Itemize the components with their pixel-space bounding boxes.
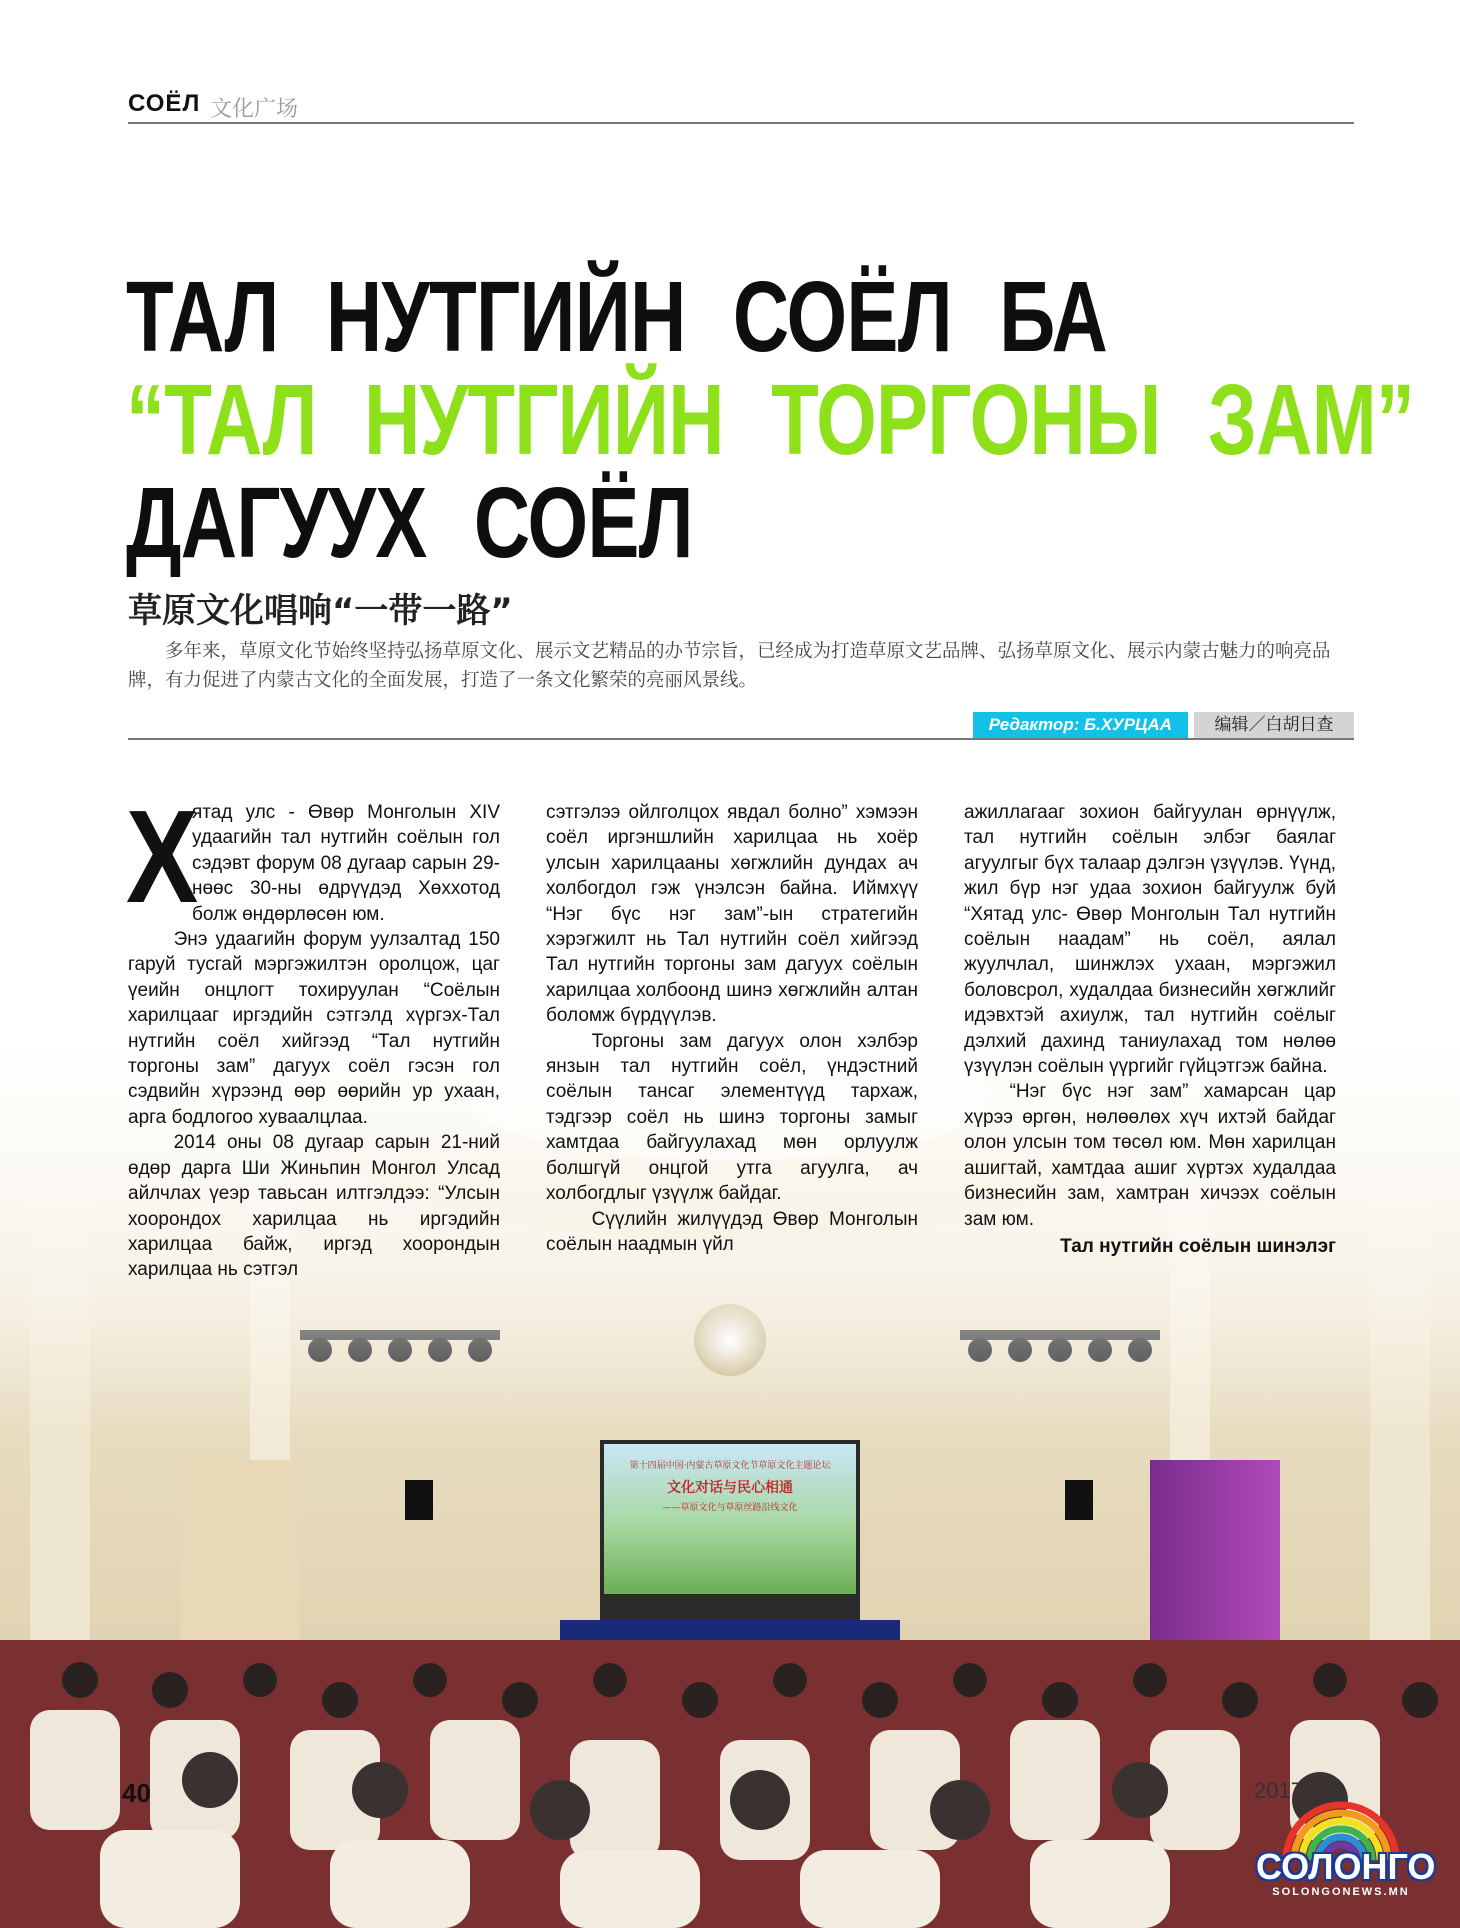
paragraph: сэтгэлээ ойлголцох явдал болно” хэмээн соёл иргэншлийн харилцаа нь хоёр улсын харилцааны хөгжлийн дундах ач холбогдол гэж үнэлсэн байна. Иймхүү “Нэг бүс нэг зам”-ын стратегийн хэрэгжилт нь Тал нутгийн соёл хийгээд Тал нутгийн торгоны зам дагуух соёлын харилцаа холбоонд шинэ хөгжлийн алтан боломж бүрдүүлэв.: [546, 802, 918, 1027]
headline-line-3: ДАГУУХ СОЁЛ: [126, 467, 693, 579]
paragraph: ятад улс - Өвөр Монголын XIV удаагийн тал нутгийн соёлын гол сэдэвт форум 08 дугаар сарын 29-нөөс 30-ны өдрүүдэд Хөххотод болж өндөрлөсөн юм.: [192, 802, 500, 925]
logo-url: SOLONGONEWS.MN: [1272, 1886, 1410, 1898]
editor-credit-mn: Редактор: Б.ХУРЦАА: [973, 712, 1188, 738]
page-number: 40: [122, 1778, 151, 1808]
paragraph: Торгоны зам дагуух олон хэлбэр янзын тал нутгийн соёл, үндэстний соёлын тансаг элементүүд тархаж, тэдгээр соёл нь шинэ торгоны замыг хамтдаа байгуулахад мөн орлуулж болшгүй онцгой утга агуулга, ач холбогдлыг үзүүлж байдаг.: [546, 1030, 918, 1205]
paragraph: Энэ удаагийн форум уулзалтад 150 гаруй тусгай мэргэжилтэн оролцож, цаг үеийн онцлогт тохируулан “Соёлын харилцааг иргэдийн сэтгэлд хүргэх-Тал нутгийн соёл хийгээд “Тал нутгийн торгоны зам” дагуух соёл гэсэн гол сэдвийн хүрээнд өөр өөрийн ур ухаан, арга бодлогоо хуваалцлаа.: [128, 929, 500, 1128]
solongo-logo: [1256, 1782, 1436, 1902]
paragraph: “Нэг бүс нэг зам” хамарсан цар хүрээ өргөн, нөлөөлөх хүч ихтэй байдаг олон улсын том төсөл юм. Мөн харилцан ашигтай, хамтдаа ашиг хүртэх худалдаа бизнесийн зам, хамтран хичээх соёлын зам юм.: [964, 1081, 1336, 1230]
paragraph: Сүүлийн жилүүдэд Өвөр Монголын соёлын наадмын үйл: [546, 1208, 918, 1255]
logo-wordmark: СОЛОНГО: [1256, 1846, 1436, 1887]
paragraph: ажиллагааг зохион байгуулан өрнүүлж, тал нутгийн соёлын элбэг баялаг агуулгыг бүх талаар дэлгэн үзүүлэв. Үүнд, жил бүр нэг удаа зохион байгуулж буй “Хятад улс- Өвөр Монголын Тал нутгийн соёлын наадам” нь соёл, аялал жуулчлал, шинжлэх ухаан, мэргэжил боловсрол, худалдаа бизнесийн хөгжлийг идэвхтэй ахиулж, тал нутгийн соёлыг дэлхий дахинд таниулахад том нөлөө үзүүлэн соёлын үүргийг гүйцэтгэж байна.: [964, 802, 1336, 1078]
section-subheading: Тал нутгийн соёлын шинэлэг: [1060, 1235, 1336, 1257]
editor-credit-zh: 编辑／白胡日查: [1194, 712, 1354, 738]
section-header: [128, 82, 1354, 124]
section-name-zh: 文化广场: [210, 97, 299, 122]
article-column-2: [546, 800, 918, 1257]
headline-line-1: ТАЛ НУТГИЙН СОЁЛ БА: [126, 261, 1108, 373]
issue-number: 2017/279: [1254, 1778, 1346, 1803]
headline-line-2: “ТАЛ НУТГИЙН ТОРГОНЫ ЗАМ”: [126, 364, 1415, 476]
article-column-3: [964, 800, 1336, 1259]
section-name-mn: СОЁЛ: [128, 90, 201, 117]
lead-paragraph-zh: 多年来，草原文化节始终坚持弘扬草原文化、展示文艺精品的办节宗旨，已经成为打造草原文艺品牌、弘扬草原文化、展示内蒙古魅力的响亮品牌，有力促进了内蒙古文化的全面发展，打造了一条文化繁荣的亮丽风景线。: [128, 641, 1331, 691]
drop-cap: Х: [126, 783, 199, 930]
article-column-1: [126, 783, 500, 1283]
paragraph: 2014 оны 08 дугаар сарын 21-ний өдөр дарга Ши Жиньпин Монгол Улсад айлчлах үеэр тавьсан илтгэлдээ: “Улсын хоорондох харилцаа нь иргэдийн харилцаа байж, иргэд хоорондын харилцаа нь сэтгэл: [128, 1132, 500, 1281]
subtitle-zh: 草原文化唱响“一带一路”: [128, 591, 513, 631]
editor-credit-bar: [128, 712, 1354, 740]
